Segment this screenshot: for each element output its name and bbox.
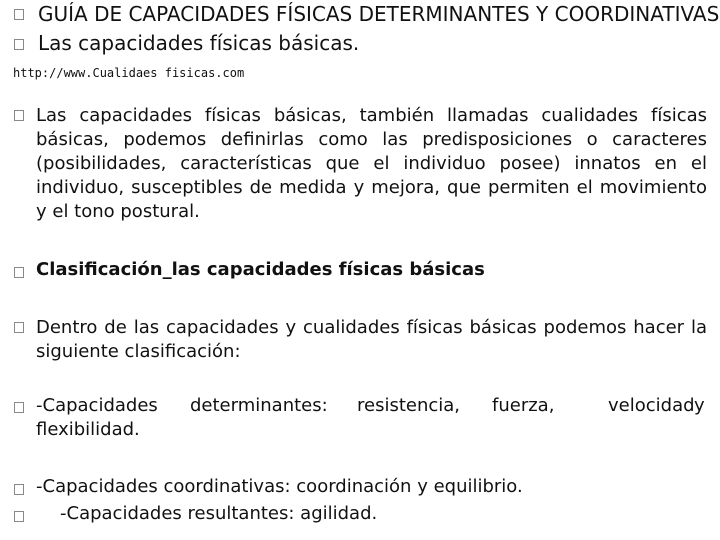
source-link[interactable]: http://www.Cualidaes fisicas.com — [13, 66, 245, 80]
bullet-icon — [14, 511, 24, 522]
determinantes-item-velocidad: velocidad — [608, 395, 695, 416]
determinantes-item-fuerza: fuerza, — [492, 395, 555, 416]
resultantes-line: -Capacidades resultantes: agilidad. — [60, 503, 378, 524]
classification-paragraph: Dentro de las capacidades y cualidades físicas básicas podemos hacer la siguiente clasificación: — [36, 317, 707, 362]
bullet-icon — [14, 322, 24, 333]
coordinativas-line: -Capacidades coordinativas: coordinación y equilibrio. — [36, 476, 523, 497]
bullet-icon — [14, 9, 24, 20]
document-title: GUÍA DE CAPACIDADES FÍSICAS DETERMINANTES Y COORDINATIVAS — [38, 2, 720, 26]
bullet-icon — [14, 39, 24, 50]
bullet-icon — [14, 484, 24, 495]
section-subtitle: Las capacidades físicas básicas. — [38, 31, 360, 55]
bullet-icon — [14, 402, 24, 413]
determinantes-label: -Capacidades — [36, 395, 158, 416]
determinantes-item-y: y — [694, 395, 705, 416]
bullet-icon — [14, 110, 24, 121]
bullet-icon — [14, 267, 24, 278]
intro-paragraph: Las capacidades físicas básicas, también llamadas cualidades físicas básicas, podemos definirlas como las predisposiciones o caracteres (posibilidades, características que el individuo posee) innatos en el individuo, susceptibles de medida y mejora, que permiten el movimiento y el tono postural. — [36, 105, 707, 222]
determinantes-continuation: flexibilidad. — [36, 419, 140, 440]
classification-heading: Clasificación_las capacidades físicas básicas — [36, 259, 485, 280]
determinantes-item-resistencia: resistencia, — [357, 395, 461, 416]
determinantes-category: determinantes: — [190, 395, 328, 416]
